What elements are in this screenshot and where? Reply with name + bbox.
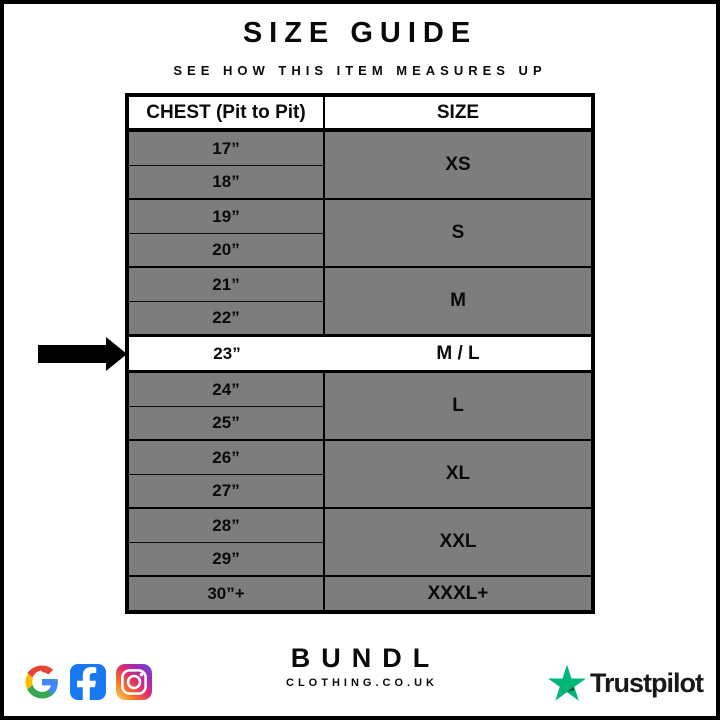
measurement-cell: 27” — [129, 474, 323, 507]
measurement-cell: 30”+ — [207, 583, 245, 603]
trustpilot-star-icon — [548, 664, 586, 702]
measurement-cell: 25” — [129, 406, 323, 439]
measurement-cell: 26” — [212, 447, 240, 467]
size-group-xxl — [129, 509, 591, 577]
size-group-xl — [129, 441, 591, 509]
size-group-m — [129, 268, 591, 337]
size-cell: M — [450, 290, 466, 311]
measurement-cell: 20” — [129, 233, 323, 266]
size-group-xxxl — [129, 577, 591, 610]
size-cell: XS — [445, 154, 471, 175]
page-subtitle: SEE HOW THIS ITEM MEASURES UP — [173, 63, 547, 78]
brand-domain: CLOTHING.CO.UK — [286, 677, 438, 689]
measurement-cell: 17” — [212, 138, 240, 158]
social-logos — [24, 664, 152, 700]
facebook-icon — [70, 664, 106, 700]
column-header-chest: CHEST (Pit to Pit) — [129, 97, 325, 128]
size-cell: L — [452, 395, 464, 416]
highlight-arrow-icon — [38, 337, 127, 371]
measurement-cell: 22” — [129, 301, 323, 334]
column-header-size: SIZE — [436, 101, 480, 123]
trustpilot-logo — [548, 664, 703, 702]
brand-logo — [280, 643, 441, 689]
size-group-l — [129, 373, 591, 441]
measurement-cell: 19” — [212, 206, 240, 226]
size-cell: S — [451, 222, 465, 243]
size-group-s — [129, 200, 591, 268]
brand-name: BUNDL — [290, 643, 441, 673]
size-group-xs — [129, 132, 591, 200]
size-cell: XXXL+ — [427, 582, 489, 604]
measurement-cell: 21” — [212, 274, 240, 294]
measurement-cell: 24” — [212, 379, 240, 399]
size-cell: XL — [445, 463, 471, 484]
measurement-cell: 29” — [129, 542, 323, 575]
size-table — [125, 93, 595, 614]
page-title: SIZE GUIDE — [242, 17, 478, 49]
size-cell: XXL — [439, 531, 477, 552]
measurement-cell: 28” — [212, 515, 240, 535]
size-group-ml-highlighted — [129, 337, 591, 373]
table-header-row — [129, 97, 591, 132]
measurement-cell: 18” — [129, 165, 323, 198]
measurement-cell-highlighted: 23” — [213, 343, 241, 363]
instagram-icon — [116, 664, 152, 700]
trustpilot-label: Trustpilot — [590, 667, 703, 698]
size-cell-highlighted: M / L — [436, 342, 480, 364]
google-icon — [24, 664, 60, 700]
